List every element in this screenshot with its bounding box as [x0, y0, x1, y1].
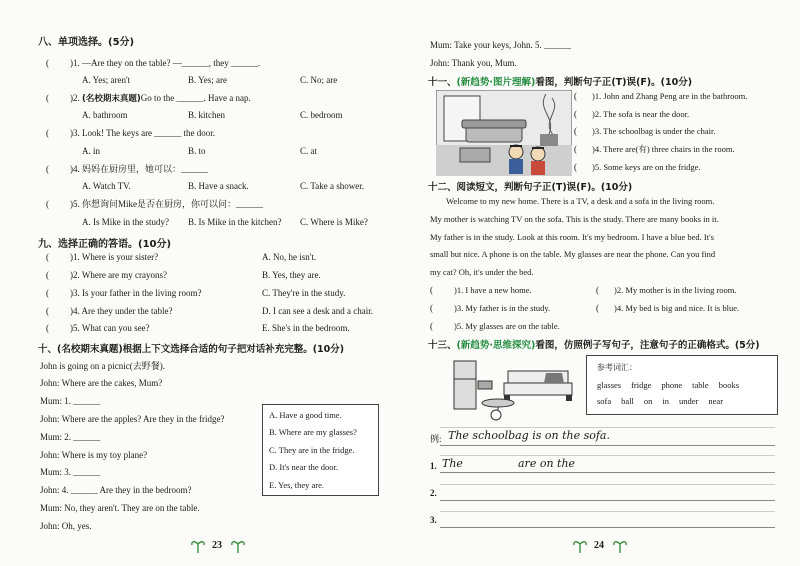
sec12-passage-line-1: Welcome to my new home. There is a TV, a desk and a sofa in the living room. [446, 196, 715, 206]
sec10-line-5: John: Where is my toy plane? [40, 450, 148, 460]
sec9-q1: )1. Where is your sister? [70, 252, 159, 262]
sec8-q5-option-a: A. Is Mike in the study? [82, 217, 169, 227]
sec8-q4-option-c: C. Take a shower. [300, 181, 364, 191]
dialog-line-john: John: Thank you, Mum. [430, 58, 517, 68]
example-label: 例: [430, 434, 442, 444]
leaf-icon [230, 538, 246, 554]
living-room-illustration [436, 90, 572, 176]
sec9-answer-c: C. They're in the study. [262, 288, 346, 298]
sec8-q5-option-c: C. Where is Mike? [300, 217, 368, 227]
sec8-q4-option-a: A. Watch TV. [82, 181, 131, 191]
reference-words-box [586, 355, 778, 415]
q1-number: 1. [430, 461, 437, 471]
sec9-q5: )5. What can you see? [70, 323, 150, 333]
sec8-q1-option-c: C. No; are [300, 75, 338, 85]
sec10-option-a: A. Have a good time. [269, 410, 342, 420]
sec10-line-7: John: 4. ______ Are they in the bedroom? [40, 485, 192, 495]
q1-prompt-middle: are on the [518, 457, 576, 470]
sec10-option-b: B. Where are my glasses? [269, 427, 357, 437]
sec10-line-9: John: Oh, yes. [40, 521, 92, 531]
sec9-answer-a: A. No, he isn't. [262, 252, 317, 262]
sec10-line-1: John: Where are the cakes, Mum? [40, 378, 163, 388]
section-11-title: 十一、(新趋势·图片理解)看图，判断句子正(T)误(F)。(10分) [428, 77, 693, 88]
sec12-item-3: )3. My father is in the study. [454, 303, 551, 313]
sec8-q4-text: )4. 妈妈在厨房里，她可以：______ [70, 164, 208, 174]
section-9-title: 九、选择正确的答语。(10分) [38, 239, 172, 250]
page-number-left: 23 [212, 540, 222, 551]
sec8-q2-option-a: A. bathroom [82, 110, 128, 120]
sec8-q2-text: )2. (名校期末真题)Go to the ______. Have a nap. [70, 93, 251, 104]
sec8-q3-option-b: B. to [188, 146, 206, 156]
leaf-icon [572, 538, 588, 554]
reference-words-row-2: sofa ball on in under near [597, 396, 724, 406]
sec8-q5-text: )5. 你想询问Mike是否在厨房，你可以问：______ [70, 199, 263, 209]
sec10-line-8: Mum: No, they aren't. They are on the table. [40, 503, 200, 513]
sec9-answer-e: E. She's in the bedroom. [262, 323, 350, 333]
sec12-item-1: )1. I have a new home. [454, 285, 532, 295]
leaf-icon [190, 538, 206, 554]
section-8-title: 八、单项选择。(5分) [38, 37, 135, 48]
leaf-icon [612, 538, 628, 554]
sec12-passage-line-3: My father is in the study. Look at this room. It's my bedroom. I have a blue bed. It's [430, 232, 714, 242]
sec8-q3-text: )3. Look! The keys are ______ the door. [70, 128, 216, 138]
q2-number: 2. [430, 488, 437, 498]
section-10-title: 十、(名校期末真题)根据上下文选择合适的句子把对话补充完整。(10分) [38, 344, 345, 355]
sec10-line-3: John: Where are the apples? Are they in the fridge? [40, 414, 225, 424]
sec10-option-d: D. It's near the door. [269, 462, 339, 472]
sec8-q3-option-a: A. in [82, 146, 100, 156]
sec9-answer-d: D. I can see a desk and a chair. [262, 306, 373, 316]
section-13-title: 十三、(新趋势·思维探究)看图，仿照例子写句子，注意句子的正确格式。(5分) [428, 340, 760, 351]
page-number-right: 24 [594, 540, 604, 551]
sec11-item-4: )4. There are(有) three chairs in the room. [592, 144, 735, 154]
sec12-item-2: )2. My mother is in the living room. [614, 285, 737, 295]
right-page: Mum: Take your keys, John. 5. ______ John: Thank you, Mum. 十一、(新趋势·图片理解)看图，判断句子正(T)误(F)。(10分) ( )1. John and Zhang Peng are in the bathroom. ( )2. The sofa is near the door. ( )3. The schoolbag is under the chair. ( )4. There are(有) three chairs in the room. ( )5. Some keys are on the fridge. 十二、阅读短文，判断句子正(T)误(F)。(10分) Welcome to my new home. There is a TV, a desk and a sofa in the living room. My mother is watching TV on the sofa. This is the study. There are many books in it. My father is in the study. Look at this room. It's my bedroom. I have a blue bed. It's small but nice. A phone is on the table. My glasses are near the phone. Can you find my cat? Oh, it's under the bed. ( )1. I have a new home. ( )2. My mother is in the living room. ( )3. My father is in the study. ( )4. My bed is big and nice. It is blue. ( )5. My glasses are on the table. 十三、(新趋势·思维探究)看图，仿照例子写句子，注意句子的正确格式。(5分) 参考词汇： glasses fridge phone table books sofa ball on in under near 例: The schoolbag is on the sofa. 1. The are on the 2. 3. 24 [400, 0, 800, 566]
left-page: 八、单项选择。(5分) ( )1. —Are they on the table? —______, they ______. A. Yes; aren't B. Yes; are C. No; are ( )2. (名校期末真题)Go to the ______. Have a nap. A. bathroom B. kitchen C. bedroom ( )3. Look! The keys are ______ the door. A. in B. to C. at ( )4. 妈妈在厨房里，她可以：______ A. Watch TV. B. Have a snack. C. Take a shower. ( )5. 你想询问Mike是否在厨房，你可以问：______ A. Is Mike in the study? B. Is Mike in the kitchen? C. Where is Mike? 九、选择正确的答语。(10分) ( )1. Where is your sister? A. No, he isn't. ( )2. Where are my crayons? B. Yes, they are. ( )3. Is your father in the living room? C. They're in the study. ( )4. Are they under the table? D. I can see a desk and a chair. ( )5. What can you see? E. She's in the bedroom. 十、(名校期末真题)根据上下文选择合适的句子把对话补充完整。(10分) John is going on a picnic(去野餐). John: Where are the cakes, Mum? Mum: 1. ______ John: Where are the apples? Are they in the fridge? Mum: 2. ______ John: Where is my toy plane? Mum: 3. ______ John: 4. ______ Are they in the bedroom? Mum: No, they aren't. They are on the table. John: Oh, yes. A. Have a good time. B. Where are my glasses? C. They are in the fridge. D. It's near the door. E. Yes, they are. 23 [0, 0, 400, 566]
reference-words-row-1: glasses fridge phone table books [597, 380, 740, 390]
sec10-line-4: Mum: 2. ______ [40, 432, 101, 442]
sec12-passage-line-2: My mother is watching TV on the sofa. This is the study. There are many books in it. [430, 214, 719, 224]
sec9-q3: )3. Is your father in the living room? [70, 288, 202, 298]
sec12-passage-line-5: my cat? Oh, it's under the bed. [430, 267, 534, 277]
sec8-q1-text: )1. —Are they on the table? —______, they ______. [70, 58, 261, 68]
sec9-q4: )4. Are they under the table? [70, 306, 173, 316]
furniture-illustration [450, 355, 580, 421]
sec8-q2-option-b: B. kitchen [188, 110, 225, 120]
sec8-q1-option-a: A. Yes; aren't [82, 75, 131, 85]
sec10-intro: John is going on a picnic(去野餐). [40, 361, 165, 371]
sec8-q4-option-b: B. Have a snack. [188, 181, 249, 191]
dialog-line-mum: Mum: Take your keys, John. 5. ______ [430, 40, 571, 50]
q3-number: 3. [430, 515, 437, 525]
sec8-q3-option-c: C. at [300, 146, 317, 156]
sec11-item-2: )2. The sofa is near the door. [592, 109, 690, 119]
section-12-title: 十二、阅读短文，判断句子正(T)误(F)。(10分) [428, 182, 633, 193]
sec12-item-5: )5. My glasses are on the table. [454, 321, 560, 331]
sec8-q2-option-c: C. bedroom [300, 110, 343, 120]
sec12-item-4: )4. My bed is big and nice. It is blue. [614, 303, 740, 313]
sec10-option-c: C. They are in the fridge. [269, 445, 355, 455]
sec10-options-box [262, 404, 379, 496]
sec8-q1-option-b: B. Yes; are [188, 75, 228, 85]
sec11-item-5: )5. Some keys are on the fridge. [592, 162, 701, 172]
sec12-passage-line-4: small but nice. A phone is on the table. My glasses are near the phone. Can you find [430, 249, 716, 259]
sec9-q2: )2. Where are my crayons? [70, 270, 168, 280]
sec8-q5-option-b: B. Is Mike in the kitchen? [188, 217, 282, 227]
sec10-line-6: Mum: 3. ______ [40, 467, 101, 477]
sec9-answer-b: B. Yes, they are. [262, 270, 321, 280]
example-sentence: The schoolbag is on the sofa. [448, 429, 610, 442]
sec10-line-2: Mum: 1. ______ [40, 396, 101, 406]
q1-prompt-start: The [442, 457, 463, 470]
sec10-option-e: E. Yes, they are. [269, 480, 325, 490]
reference-words-label: 参考词汇： [597, 363, 637, 372]
sec11-item-3: )3. The schoolbag is under the chair. [592, 126, 716, 136]
sec11-item-1: )1. John and Zhang Peng are in the bathroom. [592, 91, 748, 101]
